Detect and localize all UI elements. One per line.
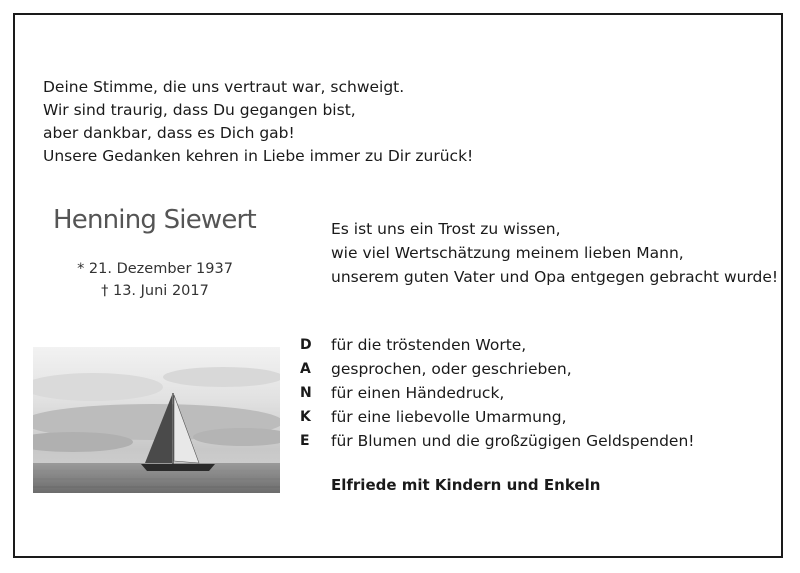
birth-date: * 21. Dezember 1937: [77, 261, 233, 277]
acrostic-letter: K: [300, 409, 311, 425]
signature: Elfriede mit Kindern und Enkeln: [331, 476, 601, 494]
life-dates: [55, 258, 255, 302]
acrostic-text: für die tröstenden Worte,: [331, 336, 527, 354]
opening-poem: [43, 76, 473, 168]
death-date: † 13. Juni 2017: [101, 283, 209, 299]
deceased-name: Henning Siewert: [53, 205, 256, 235]
acrostic-letter: N: [300, 385, 312, 401]
sailboat-photo: [33, 347, 280, 493]
acrostic-text: gesprochen, oder geschrieben,: [331, 360, 572, 378]
trost-line: Es ist uns ein Trost zu wissen,: [331, 220, 561, 238]
consolation-text: [331, 217, 778, 289]
acrostic-letter: D: [300, 337, 312, 353]
acrostic-text: für eine liebevolle Umarmung,: [331, 408, 567, 426]
trost-line: wie viel Wertschätzung meinem lieben Mann,: [331, 244, 684, 262]
danke-row: [300, 405, 694, 429]
acrostic-text: für einen Händedruck,: [331, 384, 505, 402]
poem-line: Deine Stimme, die uns vertraut war, schweigt.: [43, 78, 405, 96]
danke-acrostic: [300, 333, 694, 453]
trost-line: unserem guten Vater und Opa entgegen gebracht wurde!: [331, 268, 779, 286]
danke-row: [300, 357, 694, 381]
danke-row: [300, 381, 694, 405]
poem-line: Unsere Gedanken kehren in Liebe immer zu Dir zurück!: [43, 147, 474, 165]
acrostic-text: für Blumen und die großzügigen Geldspenden!: [331, 432, 695, 450]
acrostic-letter: A: [300, 361, 311, 377]
acrostic-letter: E: [300, 433, 310, 449]
poem-line: aber dankbar, dass es Dich gab!: [43, 124, 295, 142]
danke-row: [300, 333, 694, 357]
danke-row: [300, 429, 694, 453]
poem-line: Wir sind traurig, dass Du gegangen bist,: [43, 101, 356, 119]
